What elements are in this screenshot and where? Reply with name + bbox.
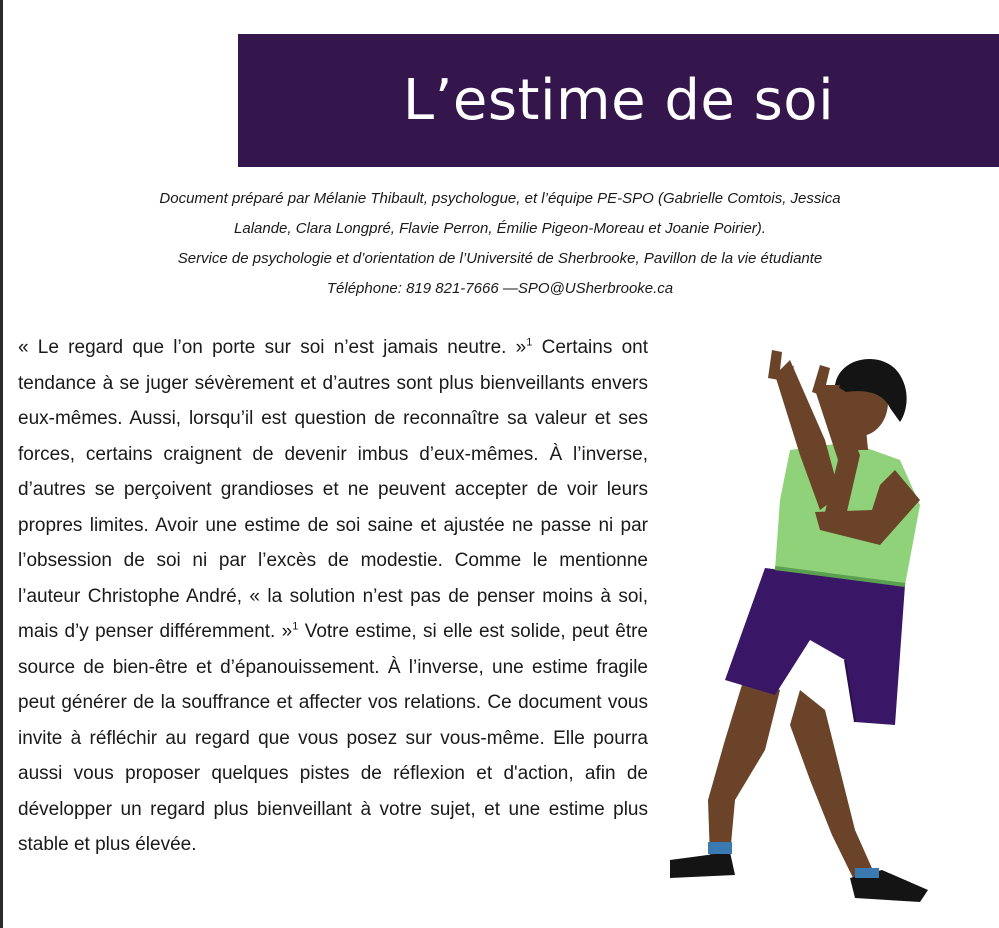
front-leg — [708, 675, 780, 858]
intro-quote: « Le regard que l’on porte sur soi n’est jamais neutre. » — [18, 337, 527, 358]
page-title: L’estime de soi — [402, 68, 835, 133]
pointing-man-illustration — [650, 330, 970, 928]
front-sock — [708, 842, 732, 854]
back-sock — [855, 868, 879, 878]
credits-line-4: Téléphone: 819 821-7666 —SPO@USherbrooke.ca — [326, 280, 674, 297]
footnote-ref-2[interactable]: 1 — [292, 620, 299, 633]
front-shoe — [670, 852, 735, 878]
page-left-border — [0, 0, 3, 928]
credits-block — [60, 184, 940, 304]
title-banner — [238, 34, 999, 167]
footnote-ref-1[interactable]: 1 — [526, 336, 533, 349]
credits-line-1: Document préparé par Mélanie Thibault, psychologue, et l’équipe PE-SPO (Gabrielle Comtois, Jessica — [159, 190, 841, 207]
intro-body-1: Certains ont tendance à se juger sévèrement et d’autres sont plus bienveillants envers eux-mêmes. Aussi, lorsqu’il est question de reconnaître sa valeur et ses forces, certains craignent de devenir imbus d’eux-mêmes. À l’inverse, d’autres se perçoivent grandioses et ne peuvent accepter de voir leurs propres limites. Avoir une estime de soi saine et ajustée ne passe ni par l’obsession de soi ni par l’excès de modestie. Comme le mentionne l’auteur Christophe André, « la solution n’est pas de penser moins à soi, mais d’y penser différemment. » — [18, 337, 648, 642]
intro-paragraph — [18, 330, 648, 863]
credits-line-3: Service de psychologie et d’orientation de l’Université de Sherbrooke, Pavillon de la vie étudiante — [177, 250, 823, 267]
intro-body-2: Votre estime, si elle est solide, peut être source de bien-être et d’épanouissement. À l’inverse, une estime fragile peut générer de la souffrance et affecter vos relations. Ce document vous invite à réfléchir au regard que vous posez sur vous-même. Elle pourra aussi vous proposer quelques pistes de réflexion et d'action, afin de développer un regard plus bienveillant à votre sujet, et une estime plus stable et plus élevée. — [18, 621, 648, 855]
credits-line-2: Lalande, Clara Longpré, Flavie Perron, Émilie Pigeon-Moreau et Joanie Poirier). — [234, 220, 766, 237]
